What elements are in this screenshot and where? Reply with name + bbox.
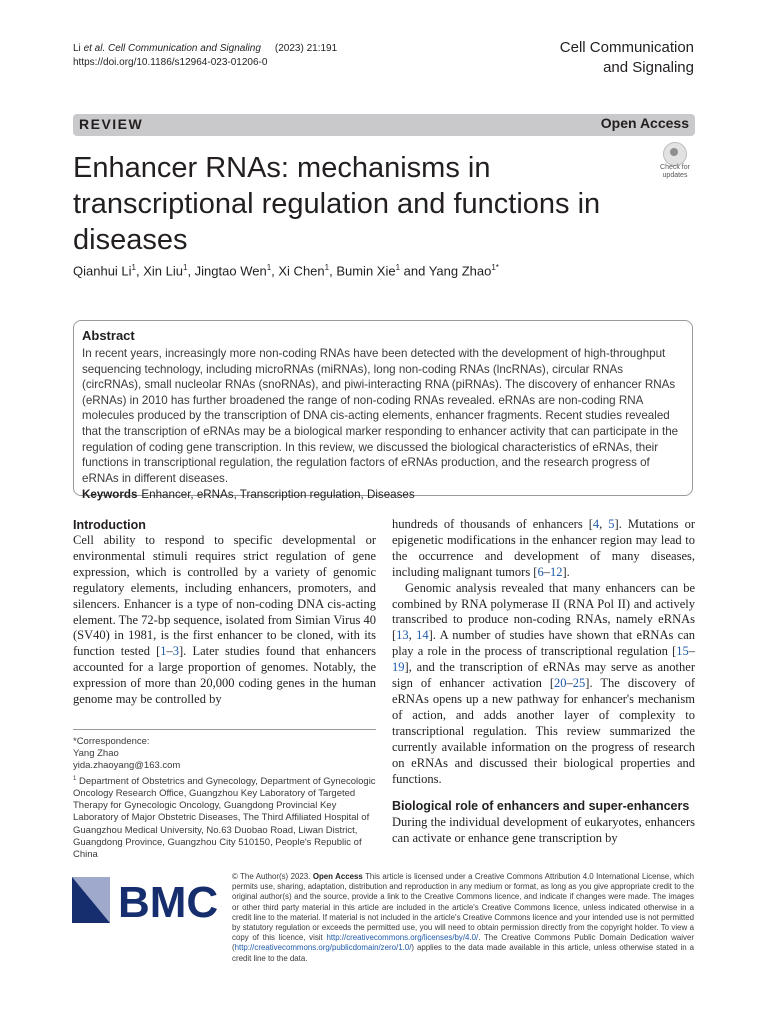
- citation-link[interactable]: 13: [396, 628, 409, 643]
- author-name: Jingtao Wen: [194, 263, 267, 279]
- citation-link[interactable]: 3: [172, 644, 180, 659]
- article-type-banner: [73, 114, 695, 136]
- journal-name: Cell Communication and Signaling: [559, 39, 694, 76]
- open-access-label: Open Access: [600, 115, 689, 131]
- correspondence-label: *Correspondence:: [73, 736, 150, 747]
- author-name: Qianhui Li: [73, 263, 132, 279]
- citation-authors: Li: [73, 43, 84, 54]
- body-paragraph: hundreds of thousands of enhancers [4, 5]. Mutations or epigenetic modifications in the enhancer region may lead to the occurrence and development of many diseases, including malignant tumors [6–12].: [392, 517, 695, 579]
- right-column: [392, 517, 695, 847]
- abstract-heading: Abstract: [82, 328, 135, 343]
- open-access-label: Open Access: [312, 872, 363, 881]
- keywords-label: Keywords: [82, 488, 138, 502]
- citation-header: [73, 42, 337, 70]
- correspondence-name: Yang Zhao: [73, 748, 119, 760]
- bmc-logo-text: BMC: [118, 878, 219, 925]
- citation-link[interactable]: 5: [608, 517, 615, 531]
- article-title: Enhancer RNAs: mechanisms in transcriptional regulation and functions in diseases: [73, 152, 601, 256]
- abstract-text: In recent years, increasingly more non-coding RNAs have been detected with the development of high-throughput sequencing technology, including microRNAs (miRNAs), long non-coding RNAs (lncRNAs), circular RNAs (circRNAs), small nucleolar RNAs (snoRNAs), and piwi-interacting RNA (piRNAs). The discovery of enhancer RNAs (eRNAs) in 2010 has further broadened the range of non-coding RNAs revealed. eRNAs are non-coding RNA molecules produced by the transcription of DNA cis-acting elements, enhancer fragments. Recent studies revealed that the transcription of eRNAs may be a biological marker responding to enhancer activity that can participate in the regulation of coding gene transcription. In this review, we discussed the biological characteristics of eRNAs, their functions in transcriptional regulation, the regulation factors of eRNAs production, and the research progress of eRNAs in different diseases.: [82, 347, 679, 485]
- author-name: Bumin Xie: [336, 263, 396, 279]
- citation-link[interactable]: 4: [592, 517, 600, 531]
- correspondence-email[interactable]: yida.zhaoyang@163.com: [73, 760, 181, 772]
- public-domain-link[interactable]: http://creativecommons.org/publicdomain/zero/1.0/: [234, 943, 412, 953]
- correspondence-footnote: [73, 736, 376, 861]
- citation-journal: et al. Cell Communication and Signaling: [83, 43, 261, 54]
- article-type-label: REVIEW: [79, 116, 144, 132]
- body-paragraph: During the individual development of eukaryotes, enhancers can activate or enhance gene transcription by: [392, 815, 695, 846]
- citation-volume: (2023) 21:191: [274, 43, 338, 54]
- license-statement: © The Author(s) 2023. Open Access This article is licensed under a Creative Commons Attribution 4.0 International License, which permits use, sharing, adaptation, distribution and reproduction in any medium or format, as long as you give appropriate credit to the original author(s) and the source, provide a link to the Creative Commons licence, and indicate if changes were made. The images or other third party material in this article are included in the article's Creative Commons licence, unless indicated otherwise in a credit line to the material. If material is not included in the article's Creative Commons licence and your intended use is not permitted by statutory regulation or exceeds the permitted use, you will need to obtain permission directly from the copyright holder. To view a copy of this licence, visit http://creativecommons.org/licenses/by/4.0/. The Creative Commons Public Domain Dedication waiver (http://creativecommons.org/publicdomain/zero/1.0/) applies to the data made available in this article, unless otherwise stated in a credit line to the data.: [232, 872, 694, 963]
- author-name: Xin Liu: [143, 263, 183, 279]
- abstract-box: [73, 320, 693, 502]
- author-name: Xi Chen: [278, 263, 325, 279]
- footnote-divider: [73, 729, 376, 730]
- author-list: Qianhui Li$^1$, Xin Liu$^1$, Jingtao Wen$^1$, Xi Chen$^1$, Bumin Xie$^1$ and Yang Zhao$^{1*}$: [73, 263, 499, 279]
- citation-link[interactable]: 12: [549, 564, 563, 579]
- intro-paragraph: Cell ability to respond to specific developmental or environmental stimuli requires strict regulation of gene expression, which is controlled by a variety of genomic regulatory elements, including enhancers, promoters, and silencers. Enhancer is a type of non-coding DNA cis-acting element. The 72-bp sequence, isolated from Simian Virus 40 (SV40) in 1981, is the first enhancer to be cloned, with its function tested [1–3]. Later studies found that enhancers accounted for a large proportion of genomes. Notably, the expression of more than 20,000 coding genes in the human genome may be controlled by: [73, 533, 376, 707]
- keywords: [82, 488, 684, 501]
- citation-link[interactable]: 1: [160, 644, 167, 659]
- section-heading-biological-role: Biological role of enhancers and super-enhancers: [392, 799, 690, 814]
- citation-link[interactable]: 6: [537, 564, 544, 579]
- citation-link[interactable]: 15: [676, 644, 689, 659]
- check-for-updates-icon: [663, 142, 687, 166]
- keywords-list: Enhancer, eRNAs, Transcription regulation, Diseases: [141, 488, 415, 502]
- doi-link[interactable]: https://doi.org/10.1186/s12964-023-01206-0: [73, 57, 268, 68]
- body-paragraph: Genomic analysis revealed that many enhancers can be combined by RNA polymerase II (RNA Pol II) and actively transcribed to produce non-coding RNAs, namely eRNAs [13, 14]. A number of studies have shown that eRNAs can play a role in the process of transcriptional regulation [15–19], and the transcription of eRNAs may serve as another sign of enhancer activation [20–25]. The discovery of eRNAs opens up a new pathway for enhancer's mechanism of action, and adds another layer of complexity to transcriptional regulation. This review summarized the currently available information on the progress of research on eRNAs and discussed their biological properties and functions.: [392, 580, 696, 786]
- check-for-updates-badge[interactable]: Check for updates: [655, 142, 695, 180]
- section-heading-introduction: Introduction: [73, 518, 146, 532]
- citation-link[interactable]: 14: [416, 628, 429, 643]
- affiliation: $^1$ Department of Obstetrics and Gynecology, Department of Gynecologic Oncology Research Office, Guangzhou Key Laboratory of Targeted Therapy for Gynecologic Oncology, Guangdong Provincial Key Laboratory of Major Obstetric Diseases, The Third Affiliated Hospital of Guangzhou Medical University, No.63 Duobao Road, Liwan District, Guangdong Province, Guangzhou City 510150, People's Republic of China: [73, 775, 376, 860]
- citation-link[interactable]: 25: [572, 676, 586, 691]
- bmc-logo: [72, 873, 232, 925]
- license-link[interactable]: http://creativecommons.org/licenses/by/4.0/: [326, 933, 479, 943]
- citation-link[interactable]: 20: [554, 676, 567, 691]
- citation-link[interactable]: 19: [392, 660, 405, 675]
- author-name: Yang Zhao: [428, 263, 492, 279]
